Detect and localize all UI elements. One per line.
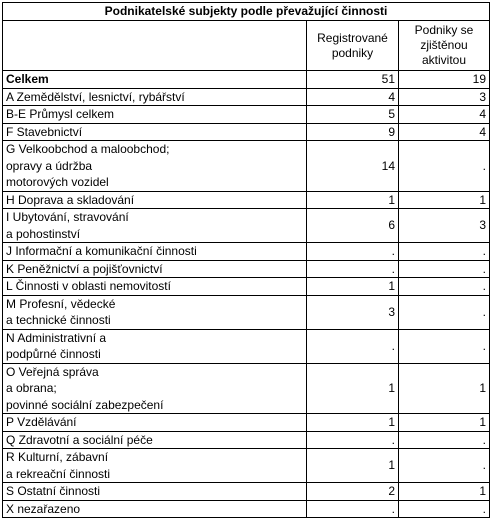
registered-value: 1 (307, 363, 399, 414)
header-registered-label: Registrované podniky (317, 30, 388, 60)
registered-value: 6 (307, 209, 399, 243)
table-title: Podnikatelské subjekty podle převažující činnosti (3, 3, 490, 21)
table-row (3, 483, 490, 501)
active-value: . (399, 449, 490, 483)
row-label: F Stavebnictví (3, 123, 307, 141)
row-label: L Činnosti v oblasti nemovitostí (3, 278, 307, 296)
header-row (3, 21, 490, 71)
active-value: 1 (399, 363, 490, 414)
row-label: A Zemědělství, lesnictví, rybářství (3, 88, 307, 106)
table-row (3, 141, 490, 192)
registered-value: 9 (307, 123, 399, 141)
registered-value: 5 (307, 106, 399, 124)
active-value: 1 (399, 483, 490, 501)
row-label: J Informační a komunikační činnosti (3, 243, 307, 261)
registered-value: . (307, 260, 399, 278)
active-value: 3 (399, 209, 490, 243)
active-value: . (399, 295, 490, 329)
row-label: R Kulturní, zábavní a rekreační činnosti (3, 449, 307, 483)
row-label: G Velkoobchod a maloobchod; opravy a údržba motorových vozidel (3, 141, 307, 192)
registered-value: 3 (307, 295, 399, 329)
table-row (3, 88, 490, 106)
active-value: . (399, 260, 490, 278)
row-label: M Profesní, vědecké a technické činnosti (3, 295, 307, 329)
registered-value: . (307, 500, 399, 518)
active-value: 1 (399, 414, 490, 432)
table-row (3, 414, 490, 432)
registered-value: 1 (307, 278, 399, 296)
active-value: 1 (399, 191, 490, 209)
registered-value: . (307, 431, 399, 449)
row-label: K Peněžnictví a pojišťovnictví (3, 260, 307, 278)
table-row (3, 329, 490, 363)
header-active (399, 21, 490, 71)
table-row (3, 500, 490, 518)
table-row (3, 209, 490, 243)
active-value: 3 (399, 88, 490, 106)
active-value: 4 (399, 123, 490, 141)
table-row (3, 191, 490, 209)
table-row (3, 278, 490, 296)
row-label: X nezařazeno (3, 500, 307, 518)
registered-value: . (307, 243, 399, 261)
table-row (3, 123, 490, 141)
registered-value: . (307, 329, 399, 363)
active-value: . (399, 278, 490, 296)
table-row (3, 71, 490, 89)
row-label: B-E Průmysl celkem (3, 106, 307, 124)
row-label: P Vzdělávání (3, 414, 307, 432)
row-label: Celkem (3, 71, 307, 89)
row-label: I Ubytování, stravování a pohostinství (3, 209, 307, 243)
row-label: H Doprava a skladování (3, 191, 307, 209)
table-row (3, 106, 490, 124)
active-value: 19 (399, 71, 490, 89)
title-row (3, 3, 490, 21)
table-body (3, 71, 490, 518)
active-value: . (399, 329, 490, 363)
table-row (3, 243, 490, 261)
registered-value: 1 (307, 414, 399, 432)
active-value: . (399, 431, 490, 449)
row-label: S Ostatní činnosti (3, 483, 307, 501)
active-value: . (399, 141, 490, 192)
table-row (3, 449, 490, 483)
table-row (3, 260, 490, 278)
registered-value: 4 (307, 88, 399, 106)
active-value: . (399, 500, 490, 518)
table-row (3, 431, 490, 449)
registered-value: 51 (307, 71, 399, 89)
active-value: 4 (399, 106, 490, 124)
header-registered (307, 21, 399, 71)
row-label: N Administrativní a podpůrné činnosti (3, 329, 307, 363)
registered-value: 2 (307, 483, 399, 501)
header-active-label: Podniky se zjištěnou aktivitou (414, 23, 474, 67)
registered-value: 1 (307, 191, 399, 209)
row-label: O Veřejná správa a obrana; povinné sociální zabezpečení (3, 363, 307, 414)
active-value: . (399, 243, 490, 261)
table-row (3, 363, 490, 414)
header-blank-cell (3, 21, 307, 71)
registered-value: 14 (307, 141, 399, 192)
registered-value: 1 (307, 449, 399, 483)
row-label: Q Zdravotní a sociální péče (3, 431, 307, 449)
data-table (2, 2, 490, 518)
table-row (3, 295, 490, 329)
